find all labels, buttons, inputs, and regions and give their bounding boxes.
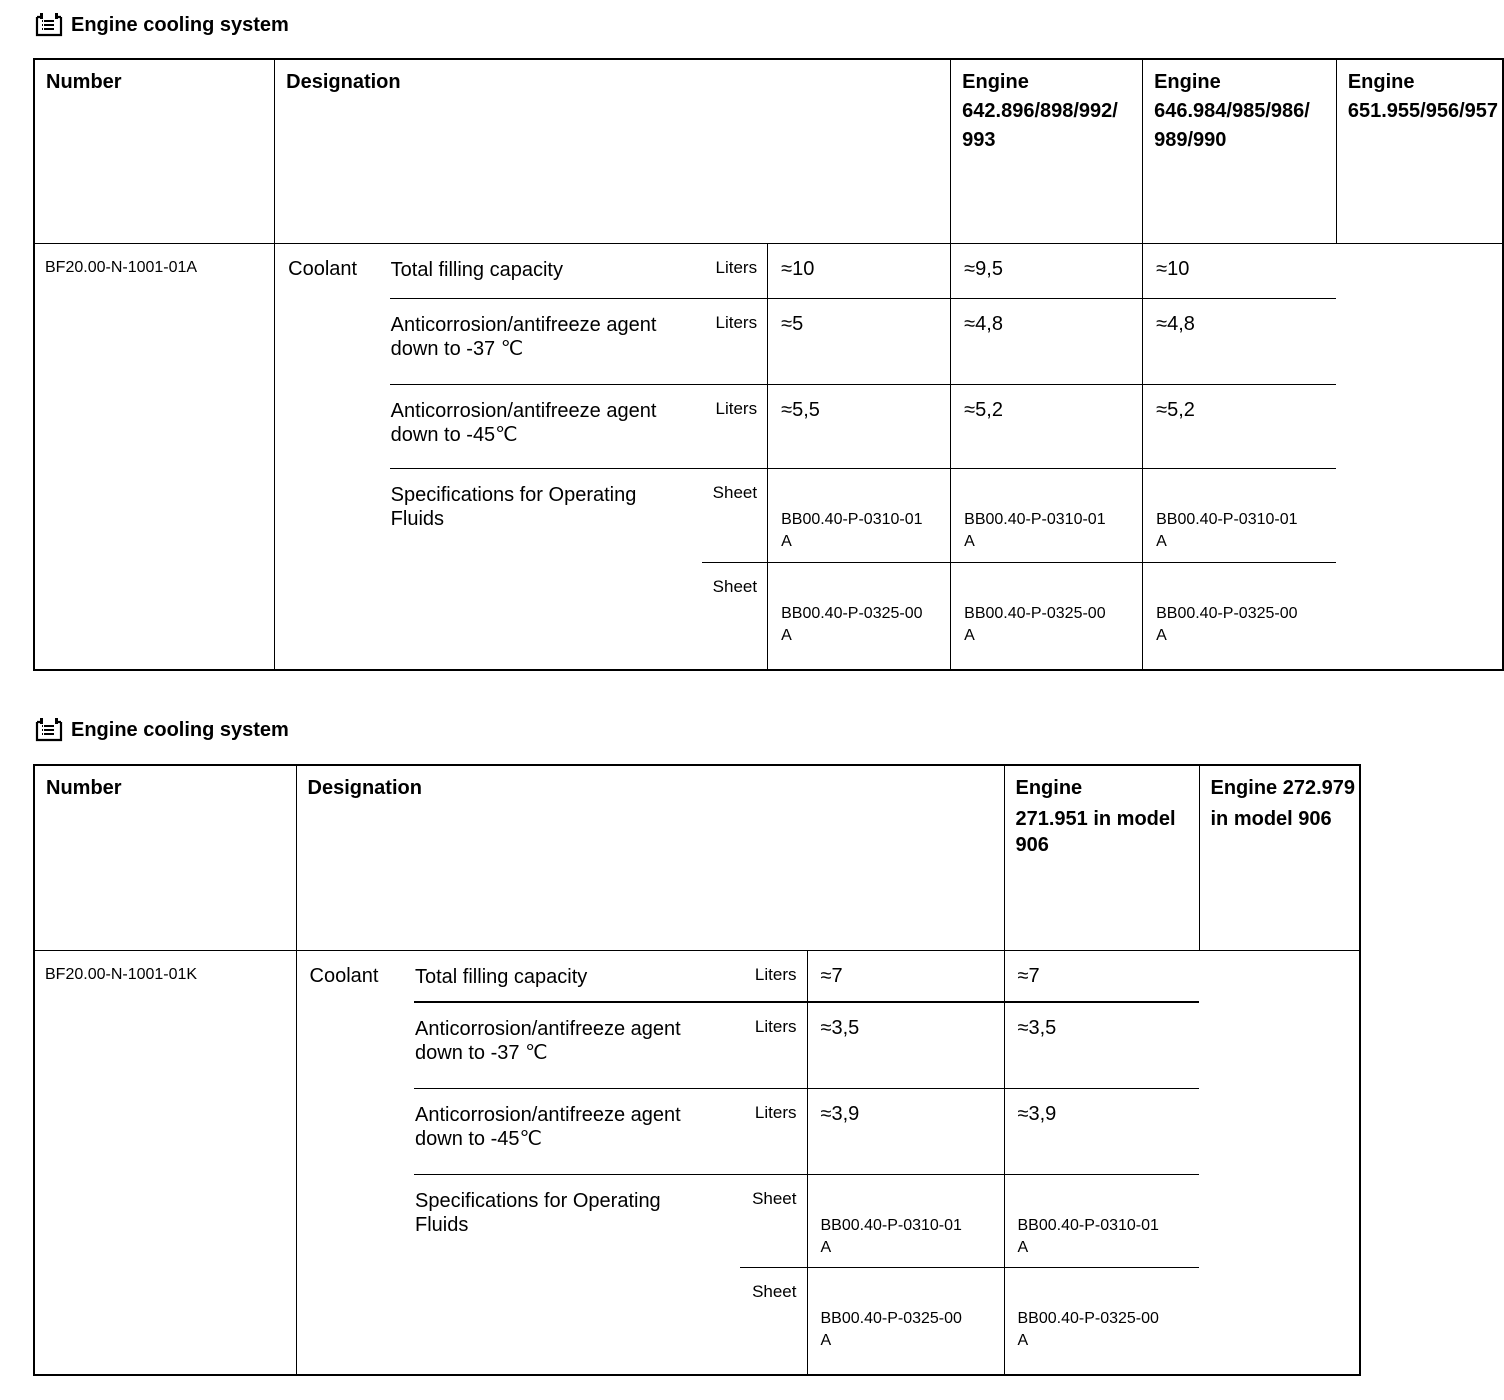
sheet-ref-line: A <box>781 532 792 550</box>
value-cell: ≈10 <box>768 243 951 298</box>
sheet-ref-line: BB00.40-P-0325-00 <box>964 604 1106 622</box>
value-cell: ≈5,2 <box>951 384 1143 468</box>
table-icon <box>34 12 64 38</box>
header-engine-line: Engine <box>1347 71 1415 93</box>
sheet-reference <box>768 468 951 562</box>
item-line: down to -37 ℃ <box>415 1042 548 1064</box>
sheet-reference <box>1004 1174 1199 1267</box>
table-icon <box>34 717 64 743</box>
unit-label: Sheet <box>740 1267 807 1375</box>
unit-label: Liters <box>702 243 768 298</box>
value-cell: ≈4,8 <box>951 298 1143 384</box>
value-cell: ≈7 <box>807 950 1004 1002</box>
sheet-reference <box>951 562 1143 670</box>
value-cell: ≈10 <box>1143 243 1337 298</box>
sheet-reference <box>1143 562 1337 670</box>
header-engine-line: 642.896/898/992/ <box>962 100 1118 122</box>
header-engine-line: 993 <box>962 129 996 151</box>
sheet-ref-line: A <box>1156 532 1167 550</box>
unit-label: Liters <box>740 1002 807 1088</box>
unit-label: Sheet <box>702 562 768 670</box>
header-designation: Designation <box>296 765 1004 950</box>
value-cell: ≈7 <box>1004 950 1199 1002</box>
header-engine-line: Engine <box>1015 777 1083 799</box>
item-line: Specifications for Operating <box>415 1189 661 1212</box>
value-cell: ≈5,5 <box>768 384 951 468</box>
item-label <box>390 384 702 468</box>
unit-label: Liters <box>702 298 768 384</box>
sheet-ref-line: BB00.40-P-0325-00 <box>1156 604 1298 622</box>
sheet-reference <box>1004 1267 1199 1375</box>
header-engine-2 <box>1143 59 1337 243</box>
item-label <box>414 1002 740 1088</box>
header-engine-line: 646.984/985/986/ <box>1154 100 1310 122</box>
sheet-ref-line: A <box>964 532 975 550</box>
item-label <box>414 1174 740 1375</box>
value-cell: ≈3,5 <box>1004 1002 1199 1088</box>
sheet-reference <box>807 1174 1004 1267</box>
sheet-ref-line: BB00.40-P-0325-00 <box>1017 1309 1159 1327</box>
unit-label: Liters <box>740 950 807 1002</box>
sheet-ref-line: BB00.40-P-0310-01 <box>781 510 923 528</box>
header-engine-line: Engine <box>1154 71 1221 93</box>
sheet-ref-line: A <box>1017 1331 1029 1349</box>
sheet-reference <box>1143 468 1337 562</box>
spec-table-1 <box>33 58 1504 671</box>
value-cell: ≈3,9 <box>1004 1088 1199 1174</box>
value-cell: ≈5 <box>768 298 951 384</box>
header-designation: Designation <box>275 59 951 243</box>
header-number: Number <box>34 59 275 243</box>
item-label: Total filling capacity <box>414 950 740 1002</box>
sheet-ref-line: BB00.40-P-0310-01 <box>1156 510 1298 528</box>
unit-label: Sheet <box>702 468 768 562</box>
unit-label: Sheet <box>740 1174 807 1267</box>
item-label <box>414 1088 740 1174</box>
sheet-ref-line: BB00.40-P-0310-01 <box>1017 1216 1159 1234</box>
sheet-ref-line: BB00.40-P-0310-01 <box>964 510 1106 528</box>
unit-label: Liters <box>740 1088 807 1174</box>
header-engine-1 <box>1004 765 1199 950</box>
value-cell: ≈3,5 <box>807 1002 1004 1088</box>
header-number: Number <box>34 765 296 950</box>
section-title-1 <box>34 12 289 38</box>
table-row <box>34 950 1360 1002</box>
item-label <box>390 298 702 384</box>
item-line: Fluids <box>390 507 445 530</box>
header-engine-1 <box>951 59 1143 243</box>
item-line: Anticorrosion/antifreeze agent <box>390 313 657 336</box>
value-cell: ≈9,5 <box>951 243 1143 298</box>
item-line: down to -45℃ <box>390 423 518 446</box>
header-engine-line: in model 906 <box>1210 808 1332 830</box>
item-line: Fluids <box>415 1213 469 1236</box>
sheet-ref-line: BB00.40-P-0325-00 <box>781 604 923 622</box>
section-title-text: Engine cooling system <box>71 718 289 741</box>
section-title-2 <box>34 717 289 743</box>
table-header-row <box>34 59 1503 243</box>
item-label: Total filling capacity <box>390 243 702 298</box>
header-engine-2 <box>1199 765 1360 950</box>
part-number: BF20.00-N-1001-01A <box>34 243 275 670</box>
unit-label: Liters <box>702 384 768 468</box>
group-label: Coolant <box>309 964 379 987</box>
item-line: Anticorrosion/antifreeze agent <box>390 399 657 422</box>
sheet-ref-line: A <box>1017 1238 1029 1256</box>
item-label <box>390 468 702 670</box>
value-cell: ≈4,8 <box>1143 298 1337 384</box>
table-row <box>34 243 1503 298</box>
sheet-reference <box>768 562 951 670</box>
sheet-ref-line: A <box>820 1238 832 1256</box>
header-engine-line: 271.951 in model <box>1015 808 1176 830</box>
item-line: down to -37 ℃ <box>390 337 524 360</box>
spec-table-2 <box>33 764 1361 1376</box>
sheet-ref-line: BB00.40-P-0310-01 <box>820 1216 962 1234</box>
header-engine-3 <box>1336 59 1503 243</box>
part-number: BF20.00-N-1001-01K <box>34 950 296 1375</box>
header-engine-line: 989/990 <box>1154 129 1227 151</box>
sheet-ref-line: A <box>820 1331 832 1349</box>
value-cell: ≈3,9 <box>807 1088 1004 1174</box>
value-cell: ≈5,2 <box>1143 384 1337 468</box>
item-line: down to -45℃ <box>415 1127 542 1150</box>
sheet-reference <box>951 468 1143 562</box>
sheet-reference <box>807 1267 1004 1375</box>
item-line: Anticorrosion/antifreeze agent <box>415 1103 681 1126</box>
item-line: Specifications for Operating <box>390 483 637 506</box>
sheet-ref-line: A <box>964 626 975 644</box>
sheet-ref-line: A <box>1156 626 1167 644</box>
header-engine-line: 651.955/956/957 <box>1347 100 1498 122</box>
item-line: Anticorrosion/antifreeze agent <box>415 1018 681 1040</box>
sheet-ref-line: BB00.40-P-0325-00 <box>820 1309 962 1327</box>
header-engine-line: Engine <box>962 71 1029 93</box>
header-engine-line: Engine 272.979 <box>1210 777 1356 799</box>
table-header-row <box>34 765 1360 950</box>
sheet-ref-line: A <box>781 626 792 644</box>
header-engine-line: 906 <box>1015 834 1049 856</box>
section-title-text: Engine cooling system <box>71 13 289 36</box>
group-label: Coolant <box>288 257 358 280</box>
